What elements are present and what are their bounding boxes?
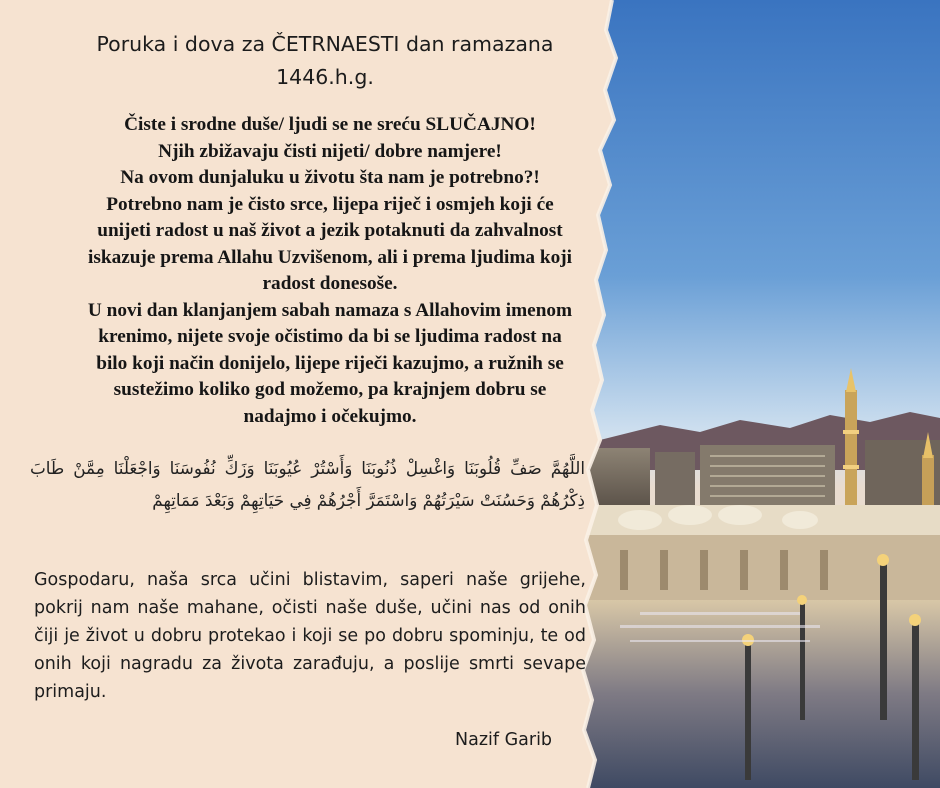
message-line: krenimo, nijete svoje očistimo da bi se ljudima radost na: [98, 326, 562, 347]
title-line-2: 1446.h.g.: [276, 65, 374, 89]
message-line: nadajmo i očekujmo.: [243, 405, 417, 427]
message-line: radost donesoše.: [262, 273, 398, 294]
message-line: iskazuje prema Allahu Uzvišenom, ali i prema ljudima koji: [87, 246, 573, 268]
message-line: Potrebno nam je čisto srce, lijepa riječ i osmjeh koji će: [106, 193, 554, 215]
message-line: bilo koji način donijelo, lijepe riječi kazujmo, a ružnih se: [96, 352, 564, 374]
dua-translation: Gospodaru, naša srca učini blistavim, saperi naše grijehe, pokrij nam naše mahane, očisti naše duše, učini nas od onih čiji je život u dobru protekao i koji se po dobru spominju, te od onih koji nagradu za života zarađuju, a poslije smrti sevape primaju.: [34, 570, 586, 702]
message-line: U novi dan klanjanjem sabah namaza s Allahovim imenom: [87, 299, 573, 321]
message-line: unijeti radost u naš život a jezik potaknuti da zahvalnost: [97, 220, 563, 241]
arabic-dua: اللَّهُمَّ صَفِّ قُلُوبَنَا وَاغْسِلْ ذُنُوبَنَا وَأَسْتُرْ عُيُوبَنَا وَزَكِّ نُفُوسَنَا وَاجْعَلْنَا مِمَّنْ طَابَ ذِكْرُهُمْ وَحَسُنَتْ سَيْرَتُهُمْ وَاسْتَمَرَّ أَجْرُهُمْ فِي حَيَاتِهِمْ وَبَعْدَ مَمَاتِهِمْ: [30, 458, 585, 510]
message-line: sustežimo koliko god možemo, pa krajnjem dobru se: [113, 379, 547, 400]
message-text: [30, 112, 630, 430]
page-title: [52, 28, 598, 94]
title-line-1: Poruka i dova za ČETRNAESTI dan ramazana: [96, 32, 554, 56]
message-line: Čiste i srodne duše/ ljudi se ne sreću SLUČAJNO!: [124, 114, 536, 135]
author-signature: Nazif Garib: [455, 730, 553, 750]
message-line: Njih zbižavaju čisti nijeti/ dobre namjere!: [158, 140, 502, 162]
message-line: Na ovom dunjaluku u životu šta nam je potrebno?!: [120, 167, 540, 188]
